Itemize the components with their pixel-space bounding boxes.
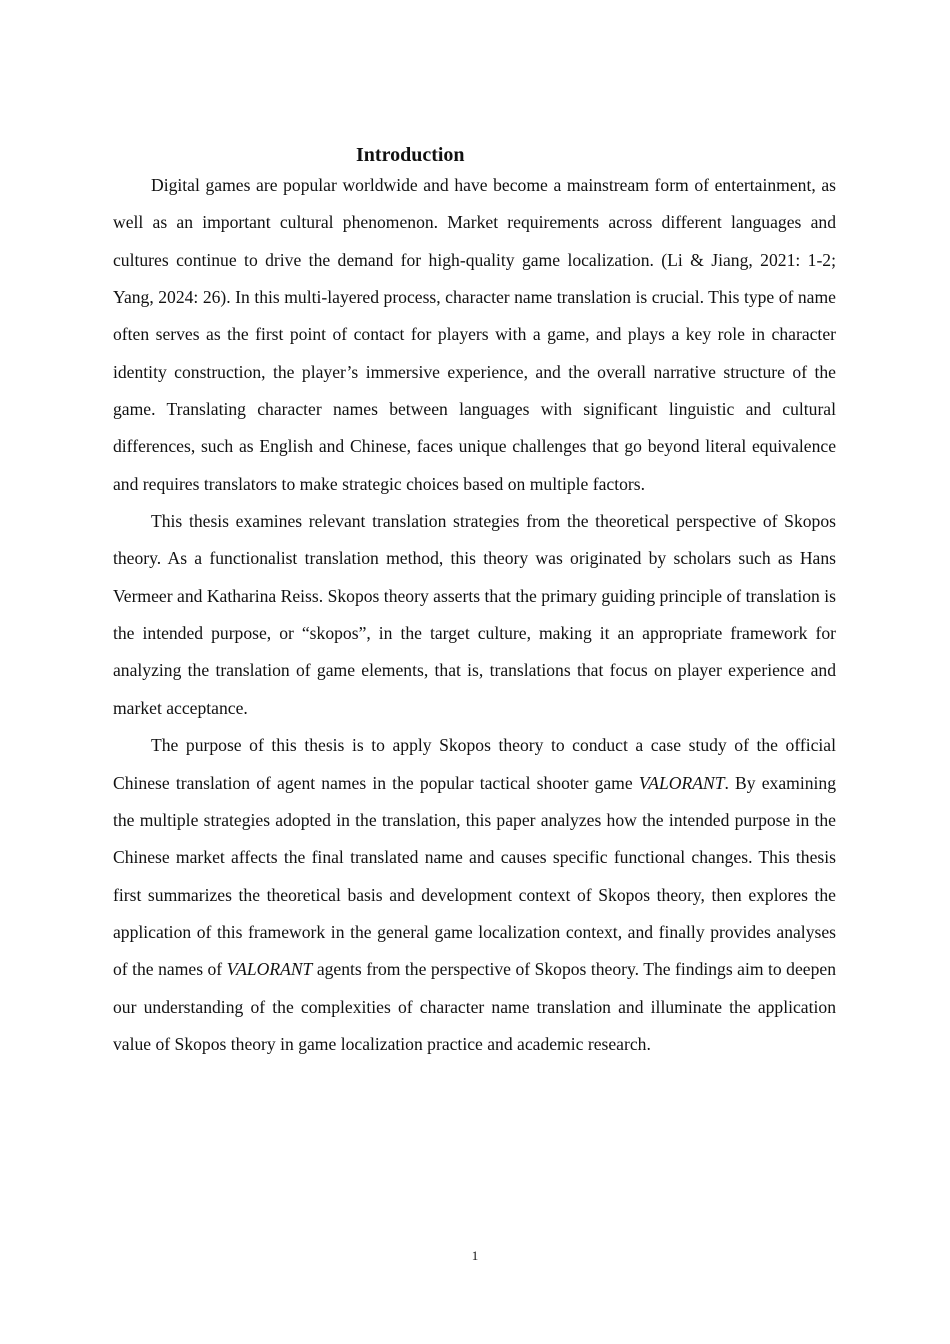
paragraph-2 <box>113 503 836 727</box>
paragraph-1 <box>113 167 836 503</box>
page-number: 1 <box>471 1248 479 1263</box>
paragraph-text: agents from the perspective of Skopos theory. The findings aim to deepen our understanding of the complexities of character name translation and illuminate the application value of Skopos theory in game localization practice and academic research. <box>113 959 836 1054</box>
paragraph-3 <box>113 727 836 1063</box>
paragraph-text: . By examining the multiple strategies adopted in the translation, this paper analyzes how the intended purpose in the Chinese market affects the final translated name and causes specific functional changes. This thesis first summarizes the theoretical basis and development context of Skopos theory, then explores the application of this framework in the general game localization context, and finally provides analyses of the names of <box>113 772 836 980</box>
body-text <box>113 167 836 1063</box>
paragraph-text: Digital games are popular worldwide and have become a mainstream form of entertainment, as well as an important cultural phenomenon. Market requirements across different languages and cultures continue to drive the demand for high-quality game localization. (Li & Jiang, 2021: 1-2; Yang, 2024: 26). In this multi-layered process, character name translation is crucial. This type of name often serves as the first point of contact for players with a game, and plays a key role in character identity construction, the player’s immersive experience, and the overall narrative structure of the game. Translating character names between languages with significant linguistic and cultural differences, such as English and Chinese, faces unique challenges that go beyond literal equivalence and requires translators to make strategic choices based on multiple factors. <box>113 175 836 494</box>
game-title: VALORANT <box>226 959 313 980</box>
game-title: VALORANT <box>638 772 725 793</box>
paragraph-text: This thesis examines relevant translation strategies from the theoretical perspective of Skopos theory. As a functionalist translation method, this theory was originated by scholars such as Hans Vermeer and Katharina Reiss. Skopos theory asserts that the primary guiding principle of translation is the intended purpose, or “skopos”, in the target culture, making it an appropriate framework for analyzing the translation of game elements, that is, translations that focus on player experience and market acceptance. <box>113 511 836 718</box>
section-heading: Introduction <box>356 144 465 166</box>
paragraph-text: The purpose of this thesis is to apply Skopos theory to conduct a case study of the official Chinese translation of agent names in the popular tactical shooter game <box>113 735 836 793</box>
